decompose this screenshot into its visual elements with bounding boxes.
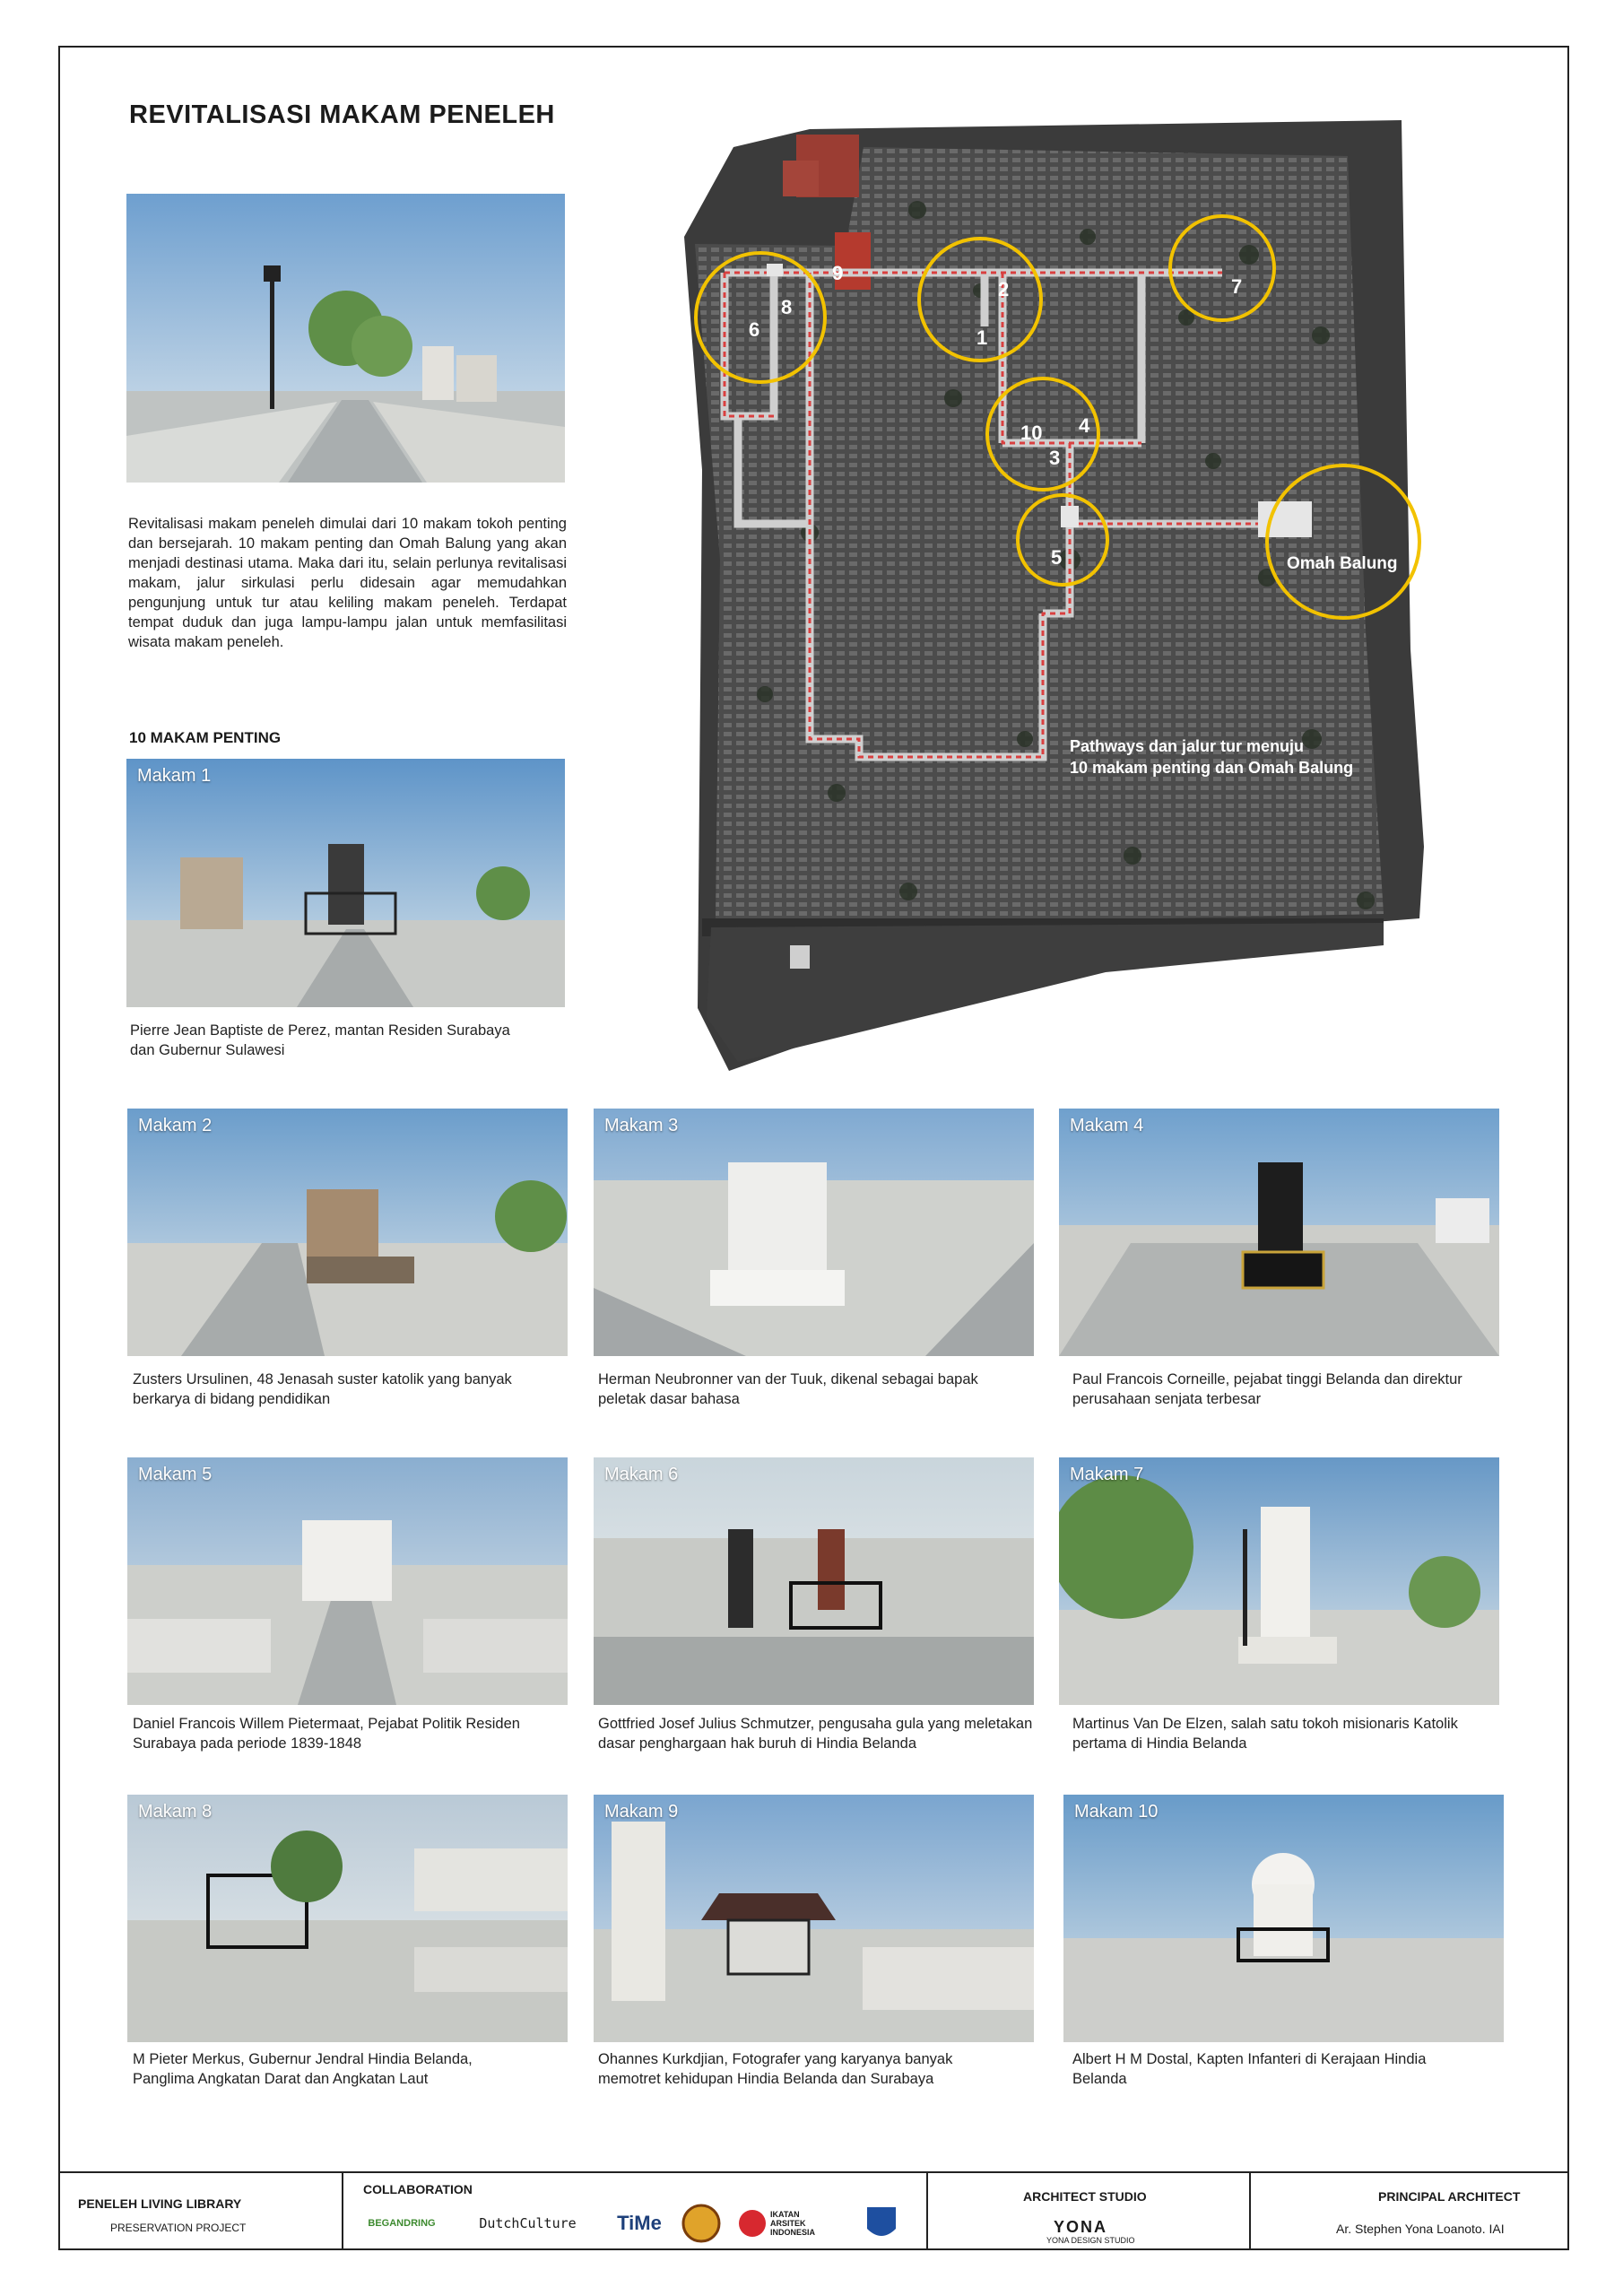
makam-4-caption: Paul Francois Corneille, pejabat tinggi Belanda dan direktur perusahaan senjata terbesar [1072,1371,1462,1407]
surabaya-emblem-icon [864,2204,899,2243]
footer-bar [58,2171,1569,2250]
map-pin-8: 8 [781,296,793,318]
makam-2-caption: Zusters Ursulinen, 48 Jenasah suster katolik yang banyak berkarya di bidang pendidikan [133,1371,512,1407]
time-logo: TiMe [617,2212,662,2234]
map-pin-1: 1 [976,326,988,349]
makam-5-label: Makam 5 [138,1465,213,1484]
iai-logo: IKATAN ARSITEK INDONESIA [738,2204,837,2243]
makam-1-label: Makam 1 [137,766,212,786]
map-pin-7: 7 [1231,275,1243,298]
omah-balung-label: Omah Balung [1287,554,1398,573]
dutchculture-logo: DutchCulture [479,2215,577,2231]
pathway-label-line2: 10 makam penting dan Omah Balung [1070,759,1354,777]
makam-6-label: Makam 6 [604,1465,679,1484]
makam-6-caption: Gottfried Josef Julius Schmutzer, pengusaha gula yang meletakan dasar penghargaan hak buruh di Hindia Belanda [598,1716,1033,1752]
principal-title: PRINCIPAL ARCHITECT [1378,2189,1521,2204]
makam-5-render [127,1457,568,1705]
map-pin-6: 6 [749,318,760,341]
makam-7-caption: Martinus Van De Elzen, salah satu tokoh misionaris Katolik pertama di Hindia Belanda [1072,1716,1458,1752]
map-pin-10: 10 [1020,422,1043,444]
makam-2-render [127,1109,568,1356]
section-title: 10 MAKAM PENTING [129,729,282,746]
studio-logo: YONA [1054,2218,1108,2236]
makam-10-label: Makam 10 [1074,1802,1159,1822]
makam-9-caption: Ohannes Kurkdjian, Fotografer yang karyanya banyak memotret kehidupan Hindia Belanda dan Surabaya [598,2051,953,2087]
intro-paragraph: Revitalisasi makam peneleh dimulai dari 10 makam tokoh penting dan bersejarah. 10 makam penting dan Omah Balung yang akan menjadi destinasi utama. Maka dari itu, selain perlunya revitalisasi makam, jalur sirkulasi perlu didesain agar memudahkan pengunjung untuk tur atau keliling makam peneleh. Terdapat tempat duduk dan juga lampu-lampu jalan untuk memfasilitasi wisata makam peneleh. [128,516,567,650]
footer-principal-cell [1251,2173,1569,2250]
map-pin-9: 9 [832,262,844,284]
collaboration-title: COLLABORATION [363,2182,473,2196]
begandring-logo: BEGANDRING [368,2218,436,2229]
page-title: REVITALISASI MAKAM PENELEH [129,100,555,129]
makam-7-label: Makam 7 [1070,1465,1144,1484]
site-plan-map [684,111,1424,1071]
makam-4-render [1059,1109,1499,1356]
studio-subtitle: YONA DESIGN STUDIO [1046,2236,1135,2245]
makam-3-render [594,1109,1034,1356]
principal-name: Ar. Stephen Yona Loanoto. IAI [1336,2222,1505,2236]
makam-4-label: Makam 4 [1070,1116,1144,1135]
makam-3-caption: Herman Neubronner van der Tuuk, dikenal sebagai bapak peletak dasar bahasa [598,1371,978,1407]
makam-8-label: Makam 8 [138,1802,213,1822]
makam-3-label: Makam 3 [604,1116,679,1135]
university-seal-icon [681,2204,721,2243]
makam-1-render [126,759,565,1007]
footer-project-cell [58,2173,343,2250]
makam-1-caption: Pierre Jean Baptiste de Perez, mantan Residen Surabaya dan Gubernur Sulawesi [130,1022,510,1058]
makam-6-render [594,1457,1034,1705]
project-subtitle: PRESERVATION PROJECT [110,2222,247,2234]
map-pin-2: 2 [998,278,1010,300]
studio-title: ARCHITECT STUDIO [1023,2189,1147,2204]
makam-10-caption: Albert H M Dostal, Kapten Infanteri di Kerajaan Hindia Belanda [1072,2051,1427,2087]
makam-9-label: Makam 9 [604,1802,679,1822]
pathway-label-line1: Pathways dan jalur tur menuju [1070,737,1305,755]
map-pin-5: 5 [1051,546,1063,569]
hero-render [126,194,565,483]
map-pin-3: 3 [1049,447,1061,469]
makam-7-render [1059,1457,1499,1705]
makam-5-caption: Daniel Francois Willem Pietermaat, Pejabat Politik Residen Surabaya pada periode 1839-1848 [133,1716,520,1752]
footer-studio-cell [928,2173,1251,2250]
footer-collaboration-cell [343,2173,928,2250]
makam-8-caption: M Pieter Merkus, Gubernur Jendral Hindia Belanda, Panglima Angkatan Darat dan Angkatan Laut [133,2051,473,2087]
makam-8-render [127,1795,568,2042]
makam-2-label: Makam 2 [138,1116,213,1135]
project-title: PENELEH LIVING LIBRARY [78,2196,242,2211]
makam-9-render [594,1795,1034,2042]
map-pin-4: 4 [1079,414,1090,437]
makam-10-render [1063,1795,1504,2042]
